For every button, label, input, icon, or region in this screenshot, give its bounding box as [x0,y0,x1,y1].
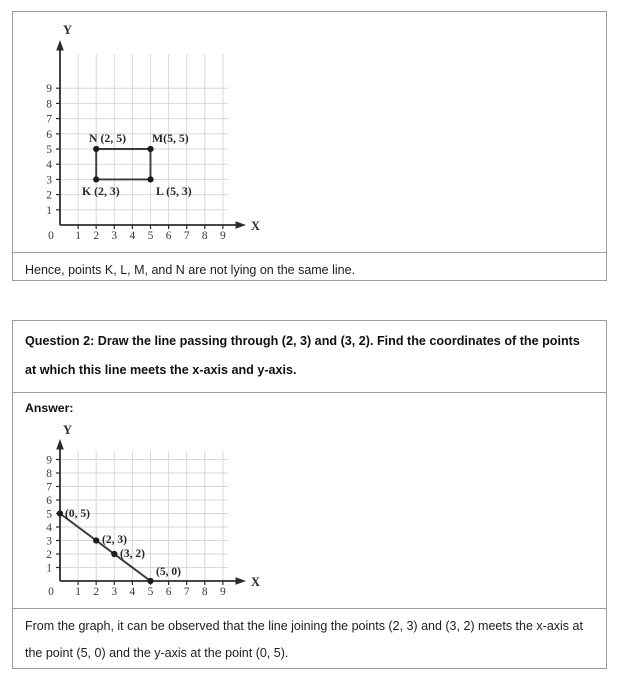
point-label-y-intercept: (0, 5) [65,508,90,520]
x-tick-label: 9 [220,230,226,242]
x-tick-label: 6 [165,586,172,598]
x-tick-labels [75,586,226,598]
y-tick-label: 2 [46,189,52,202]
x-tick-label: 4 [129,586,136,598]
coordinate-graph-two [13,423,606,608]
x-tick-label: 5 [147,230,154,242]
y-tick-label: 3 [46,174,52,187]
point-y-intercept [57,510,63,516]
x-tick-label: 2 [93,586,100,598]
x-tick-label: 3 [111,230,118,242]
point-3-2 [111,551,117,557]
y-tick-label: 8 [46,98,52,111]
answer-block-question-one [12,11,607,281]
y-tick-label: 9 [46,83,52,96]
origin-label: 0 [48,586,54,598]
y-tick-label: 2 [46,549,52,561]
y-tick-label: 4 [46,522,52,534]
y-tick-label: 5 [46,508,52,521]
x-tick-label: 7 [183,586,190,598]
y-tick-label: 6 [46,128,52,141]
x-tick-label: 2 [93,230,100,242]
x-axis-arrow [236,577,247,585]
y-tick-label: 7 [46,481,52,494]
y-axis-label: Y [63,23,73,37]
x-tick-labels [75,230,226,242]
point-label-m: M(5, 5) [152,131,189,145]
x-tick-label: 7 [183,230,190,242]
y-tick-label: 9 [46,454,52,467]
x-tick-label: 9 [220,586,226,598]
x-tick-label: 3 [111,586,118,598]
point-l [147,176,153,182]
y-tick-label: 1 [46,204,52,217]
y-tick-label: 4 [46,159,52,172]
y-axis-arrow [56,40,64,51]
y-tick-label: 5 [46,144,52,156]
question-text: Question 2: Draw the line passing through (2, 3) and (3, 2). Find the coordinates of the points at which this line meets the x-axis and y-axis. [25,334,580,377]
x-axis-label: X [251,219,261,233]
y-tick-label: 8 [46,468,52,480]
x-tick-label: 4 [129,230,136,242]
point-2-3 [93,537,99,543]
x-axis-label: X [251,575,261,589]
point-label-l: L (5, 3) [156,184,192,198]
observation-text: From the graph, it can be observed that the line joining the points (2, 3) and (3, 2) meets the x-axis at the point (5, 0) and the y-axis at the point (0, 5). [25,619,583,660]
y-tick-label: 1 [46,562,52,575]
y-tick-labels [46,83,52,217]
x-tick-label: 1 [75,586,81,598]
point-k [93,176,99,182]
x-tick-label: 6 [165,230,172,242]
point-label-k: K (2, 3) [82,184,120,198]
x-axis-arrow [236,221,247,229]
point-x-intercept [147,578,153,584]
y-tick-label: 3 [46,535,52,548]
y-axis-arrow [56,439,64,450]
vertical-gridlines [78,451,223,581]
x-tick-label: 8 [201,230,208,242]
y-tick-label: 7 [46,113,52,126]
x-tick-label: 8 [201,586,208,598]
question-block-two [12,320,607,669]
y-axis-label: Y [63,423,73,437]
origin-label: 0 [48,230,54,242]
graph-two-svg [13,423,606,608]
point-m [147,146,153,152]
x-tick-label: 1 [75,230,81,242]
point-label-n: N (2, 5) [89,131,127,145]
y-tick-label: 6 [46,495,52,507]
graph-one-svg [13,12,606,252]
x-tick-label: 5 [147,586,154,598]
point-label-3-2: (3, 2) [120,548,145,560]
conclusion-text: Hence, points K, L, M, and N are not lying on the same line. [25,263,356,277]
point-n [93,146,99,152]
y-tick-labels [46,455,52,575]
point-label-x-intercept: (5, 0) [156,566,181,578]
coordinate-graph-one [13,12,606,252]
answer-label: Answer: [25,401,74,415]
point-label-2-3: (2, 3) [102,534,127,546]
